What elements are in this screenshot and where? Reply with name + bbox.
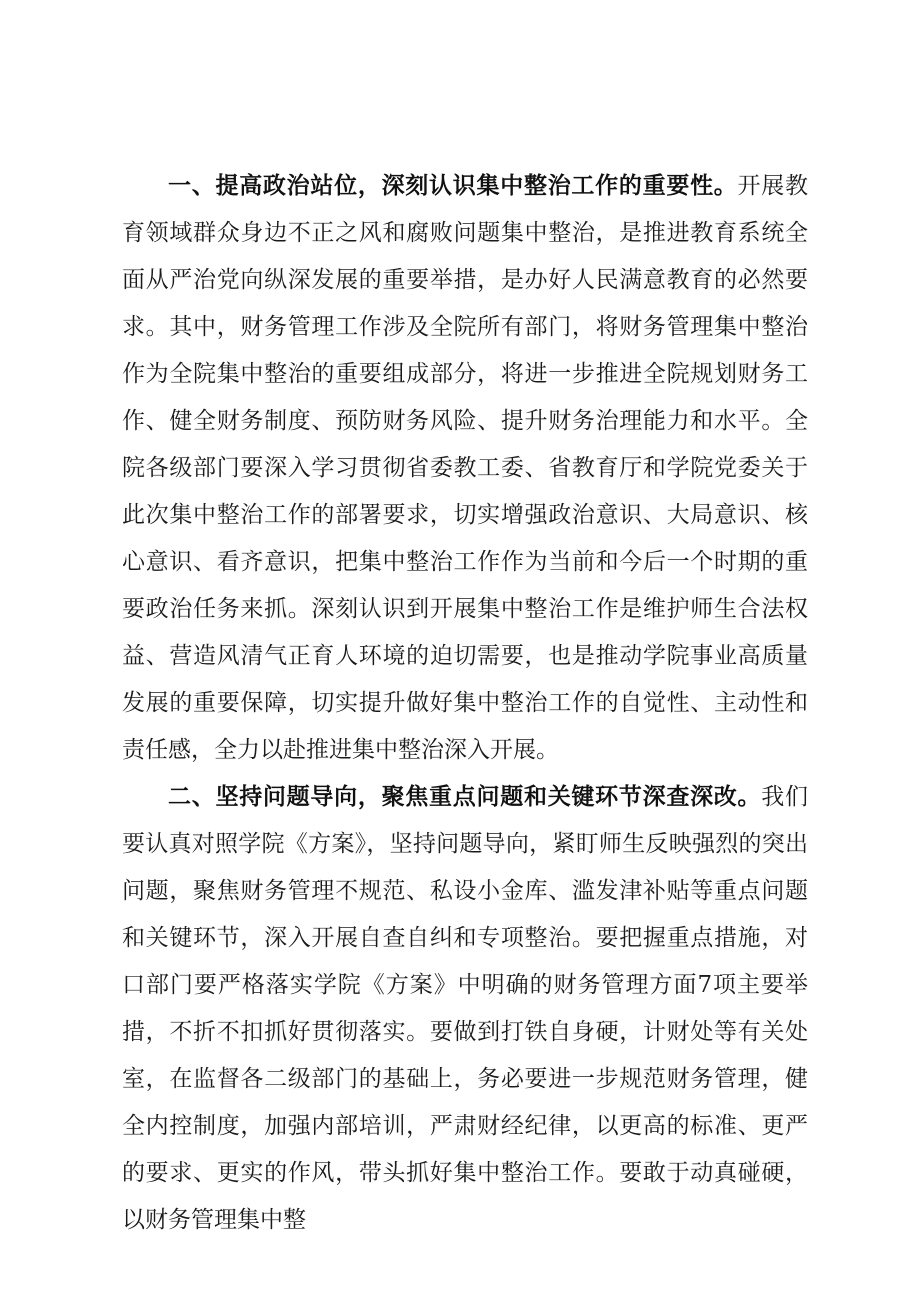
paragraph-2-body: 我们要认真对照学院《方案》，坚持问题导向，紧盯师生反映强烈的突出问题，聚焦财务管理不规范、私设小金库、滥发津补贴等重点问题和关键环节，深入开展自查自纠和专项整治。要把握重点措施，对口部门要严格落实学院《方案》中明确的财务管理方面7项主要举措，不折不扣抓好贯彻落实。要做到打铁自身硬，计财处等有关处室，在监督各二级部门的基础上，务必要进一步规范财务管理，健全内控制度，加强内部培训，严肃财经纪律，以更高的标准、更严的要求、更实的作风，带头抓好集中整治工作。要敢于动真碰硬，以财务管理集中整 (122, 784, 809, 1233)
paragraph-1-heading: 一、提高政治站位，深刻认识集中整治工作的重要性。 (168, 173, 738, 199)
paragraph-1 (122, 163, 808, 774)
paragraph-2-heading: 二、坚持问题导向，聚焦重点问题和关键环节深查深改。 (168, 784, 762, 810)
document-body (122, 163, 808, 1244)
paragraph-2 (122, 774, 808, 1244)
paragraph-1-body: 开展教育领域群众身边不正之风和腐败问题集中整治，是推进教育系统全面从严治党向纵深发展的重要举措，是办好人民满意教育的必然要求。其中，财务管理工作涉及全院所有部门，将财务管理集中整治作为全院集中整治的重要组成部分，将进一步推进全院规划财务工作、健全财务制度、预防财务风险、提升财务治理能力和水平。全院各级部门要深入学习贯彻省委教工委、省教育厅和学院党委关于此次集中整治工作的部署要求，切实增强政治意识、大局意识、核心意识、看齐意识，把集中整治工作作为当前和今后一个时期的重要政治任务来抓。深刻认识到开展集中整治工作是维护师生合法权益、营造风清气正育人环境的迫切需要，也是推动学院事业高质量发展的重要保障，切实提升做好集中整治工作的自觉性、主动性和责任感，全力以赴推进集中整治深入开展。 (122, 173, 809, 763)
